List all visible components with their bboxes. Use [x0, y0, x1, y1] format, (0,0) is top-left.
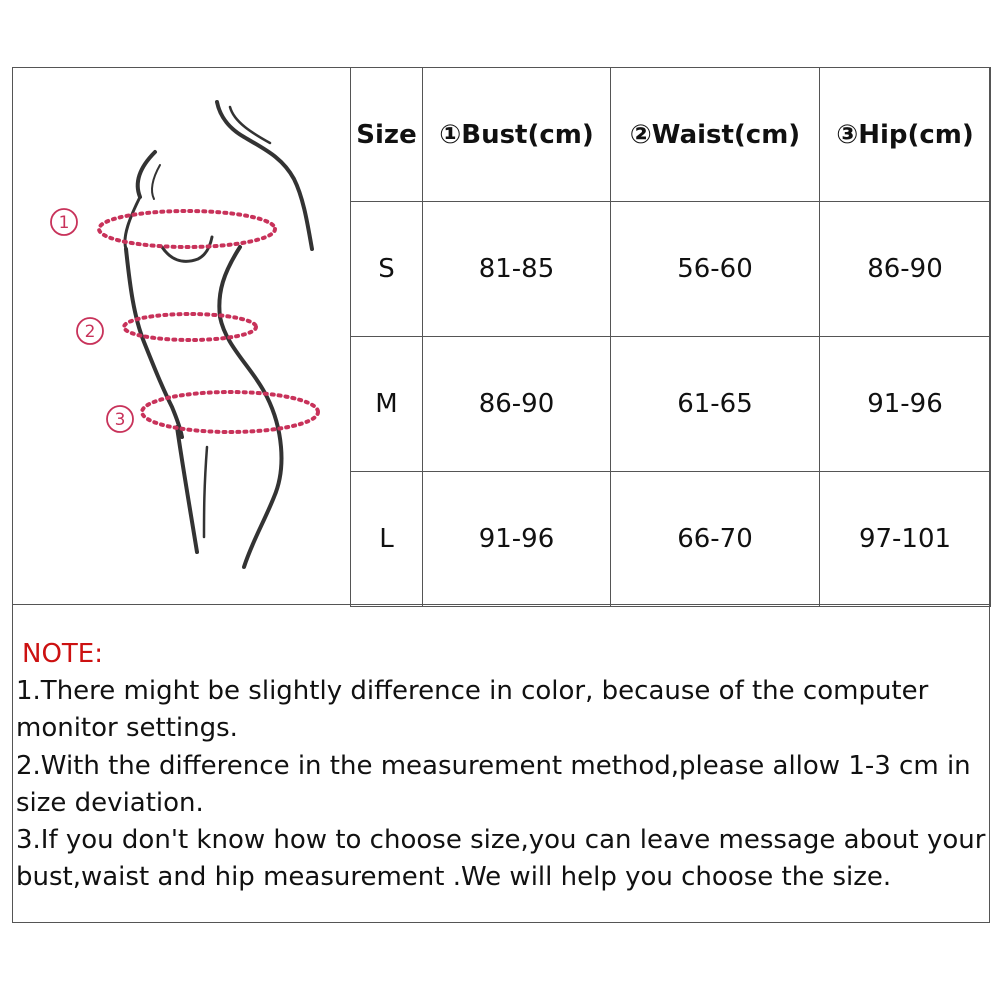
waist-cell: 66-70 [611, 472, 820, 607]
waist-marker: 2 [84, 322, 96, 342]
note-line-2: 2.With the difference in the measurement method,please allow 1-3 cm in size deviation. [16, 750, 971, 818]
header-bust: ①Bust(cm) [423, 68, 611, 202]
hip-marker: 3 [114, 410, 126, 430]
header-waist: ②Waist(cm) [611, 68, 820, 202]
hip-cell: 91-96 [820, 337, 991, 472]
size-cell: S [351, 202, 423, 337]
note-title: NOTE: [22, 639, 103, 669]
size-cell: M [351, 337, 423, 472]
note-line-1: 1.There might be slightly difference in color, because of the computer monitor settings. [16, 676, 929, 744]
size-table [350, 67, 991, 607]
table-row [351, 202, 991, 337]
waist-cell: 56-60 [611, 202, 820, 337]
note-line-3: 3.If you don't know how to choose size,you can leave message about your bust,waist and hip measurement .We will help you choose the size. [16, 825, 986, 893]
bust-cell: 86-90 [423, 337, 611, 472]
body-measurement-figure [12, 67, 351, 605]
bust-cell: 91-96 [423, 472, 611, 607]
hip-cell: 97-101 [820, 472, 991, 607]
table-row [351, 337, 991, 472]
body-silhouette-icon [12, 67, 351, 605]
table-row [351, 472, 991, 607]
header-hip: ③Hip(cm) [820, 68, 991, 202]
bust-marker: 1 [58, 213, 70, 233]
notes-section [16, 636, 986, 896]
hip-cell: 86-90 [820, 202, 991, 337]
size-cell: L [351, 472, 423, 607]
section-divider [12, 604, 990, 605]
bust-cell: 81-85 [423, 202, 611, 337]
waist-cell: 61-65 [611, 337, 820, 472]
table-header-row [351, 68, 991, 202]
header-size: Size [351, 68, 423, 202]
